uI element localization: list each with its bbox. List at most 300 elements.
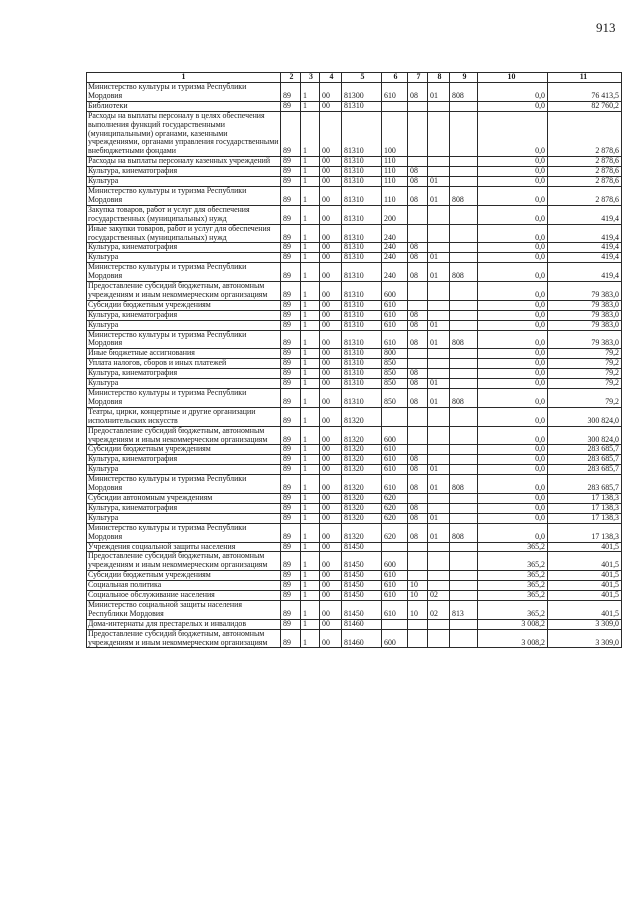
table-cell: 1 [301,465,320,475]
table-cell: 81310 [342,224,382,243]
table-cell: 79,2 [548,389,622,408]
table-row [87,101,622,111]
table-row [87,445,622,455]
table-cell: 0,0 [478,330,548,349]
table-cell: 00 [320,426,342,445]
table-cell: 1 [301,300,320,310]
table-cell: 08 [408,310,428,320]
table-cell: 08 [408,243,428,253]
table-cell: 00 [320,320,342,330]
table-cell: 00 [320,475,342,494]
row-description-cell: Расходы на выплаты персоналу казенных учреждений [87,157,281,167]
table-cell: 01 [428,523,450,542]
table-cell: 1 [301,523,320,542]
table-cell [450,513,478,523]
table-cell: 79 383,0 [548,320,622,330]
table-cell [428,101,450,111]
table-cell: 08 [408,320,428,330]
table-cell [408,619,428,629]
table-cell: 00 [320,349,342,359]
table-cell: 1 [301,552,320,571]
table-cell [450,101,478,111]
table-cell: 89 [281,523,301,542]
table-row [87,475,622,494]
table-cell: 00 [320,330,342,349]
table-cell: 813 [450,600,478,619]
table-cell: 79,2 [548,379,622,389]
row-description-cell: Предоставление субсидий бюджетным, автономным учреждениям и иным некоммерческим организациям [87,282,281,301]
table-cell: 89 [281,581,301,591]
table-cell: 81450 [342,581,382,591]
table-cell: 620 [382,513,408,523]
table-cell [428,359,450,369]
table-cell: 81310 [342,369,382,379]
table-cell: 110 [382,157,408,167]
table-row [87,542,622,552]
table-cell: 81310 [342,282,382,301]
table-cell [408,224,428,243]
table-cell: 610 [382,300,408,310]
table-cell: 300 824,0 [548,407,622,426]
table-cell: 08 [408,513,428,523]
table-cell: 283 685,7 [548,475,622,494]
column-header: 5 [342,73,382,83]
table-cell: 81310 [342,389,382,408]
table-cell: 2 878,6 [548,186,622,205]
table-cell: 283 685,7 [548,465,622,475]
table-cell: 79,2 [548,369,622,379]
table-cell: 81450 [342,591,382,601]
table-cell: 0,0 [478,167,548,177]
table-cell [428,571,450,581]
table-cell: 00 [320,591,342,601]
column-header: 6 [382,73,408,83]
table-cell: 89 [281,379,301,389]
table-cell: 00 [320,157,342,167]
table-cell: 89 [281,349,301,359]
table-cell: 00 [320,571,342,581]
table-cell: 1 [301,157,320,167]
table-cell: 401,5 [548,600,622,619]
table-cell: 81320 [342,475,382,494]
table-row [87,426,622,445]
table-cell [428,157,450,167]
table-cell: 01 [428,513,450,523]
table-row [87,359,622,369]
table-row [87,571,622,581]
table-cell: 81320 [342,513,382,523]
table-cell: 0,0 [478,349,548,359]
table-row [87,379,622,389]
table-row [87,157,622,167]
table-row [87,465,622,475]
table-cell: 79,2 [548,359,622,369]
table-cell: 81310 [342,253,382,263]
table-cell: 08 [408,177,428,187]
table-cell: 81320 [342,426,382,445]
table-cell: 1 [301,186,320,205]
table-cell: 1 [301,379,320,389]
table-cell [382,619,408,629]
table-cell: 1 [301,600,320,619]
row-description-cell: Культура [87,465,281,475]
table-row [87,83,622,102]
table-cell: 1 [301,205,320,224]
table-cell [428,629,450,648]
table-cell: 81320 [342,445,382,455]
table-cell: 300 824,0 [548,426,622,445]
table-cell: 610 [382,591,408,601]
table-cell [428,542,450,552]
table-cell [408,445,428,455]
table-cell: 0,0 [478,186,548,205]
table-cell: 283 685,7 [548,455,622,465]
table-cell: 0,0 [478,224,548,243]
table-cell: 89 [281,542,301,552]
table-cell: 81310 [342,320,382,330]
table-cell [408,629,428,648]
table-row [87,177,622,187]
table-cell: 1 [301,83,320,102]
table-cell: 0,0 [478,503,548,513]
table-cell: 81310 [342,349,382,359]
table-cell [450,177,478,187]
row-description-cell: Предоставление субсидий бюджетным, автономным учреждениям и иным некоммерческим организациям [87,426,281,445]
table-header-row [87,73,622,83]
table-cell: 17 138,3 [548,493,622,503]
table-cell: 0,0 [478,455,548,465]
table-cell: 850 [382,389,408,408]
table-cell: 89 [281,224,301,243]
table-cell: 81320 [342,407,382,426]
table-cell: 10 [408,581,428,591]
table-cell: 0,0 [478,111,548,157]
row-description-cell: Культура [87,379,281,389]
table-cell: 240 [382,224,408,243]
table-cell: 00 [320,619,342,629]
table-cell: 00 [320,359,342,369]
table-cell: 00 [320,493,342,503]
table-cell: 79,2 [548,349,622,359]
table-cell: 1 [301,581,320,591]
table-cell: 89 [281,282,301,301]
table-cell [428,224,450,243]
table-cell: 89 [281,571,301,581]
table-cell: 365,2 [478,600,548,619]
table-cell [450,571,478,581]
table-row [87,243,622,253]
table-cell: 00 [320,552,342,571]
row-description-cell: Социальное обслуживание населения [87,591,281,601]
table-row [87,111,622,157]
row-description-cell: Иные закупки товаров, работ и услуг для обеспечения государственных (муниципальных) нужд [87,224,281,243]
table-cell: 00 [320,310,342,320]
table-cell: 89 [281,513,301,523]
table-cell: 01 [428,465,450,475]
table-row [87,600,622,619]
row-description-cell: Министерство культуры и туризма Республики Мордовия [87,389,281,408]
table-cell: 401,5 [548,581,622,591]
table-cell: 0,0 [478,426,548,445]
table-row [87,369,622,379]
table-cell: 3 008,2 [478,629,548,648]
table-cell: 240 [382,263,408,282]
table-cell [450,320,478,330]
table-cell: 2 878,6 [548,177,622,187]
table-cell: 01 [428,83,450,102]
table-cell [428,619,450,629]
table-cell: 610 [382,571,408,581]
table-cell: 365,2 [478,591,548,601]
table-cell: 1 [301,503,320,513]
row-description-cell: Субсидии бюджетным учреждениям [87,300,281,310]
table-cell: 00 [320,503,342,513]
table-cell: 1 [301,359,320,369]
table-cell: 240 [382,253,408,263]
table-cell: 1 [301,389,320,408]
table-row [87,263,622,282]
table-cell [450,445,478,455]
table-cell: 81310 [342,379,382,389]
table-cell: 401,5 [548,542,622,552]
table-cell: 1 [301,513,320,523]
row-description-cell: Министерство социальной защиты населения Республики Мордовия [87,600,281,619]
table-cell: 81320 [342,455,382,465]
table-cell: 00 [320,177,342,187]
table-cell: 89 [281,389,301,408]
table-cell: 08 [408,83,428,102]
table-cell: 00 [320,186,342,205]
table-row [87,455,622,465]
table-cell: 08 [408,455,428,465]
table-cell [408,552,428,571]
table-cell: 00 [320,407,342,426]
table-cell: 81320 [342,523,382,542]
table-cell: 89 [281,445,301,455]
table-cell: 401,5 [548,571,622,581]
table-cell: 419,4 [548,253,622,263]
table-cell: 1 [301,629,320,648]
table-cell: 89 [281,475,301,494]
table-row [87,330,622,349]
table-cell: 89 [281,111,301,157]
table-cell: 365,2 [478,571,548,581]
table-cell: 81310 [342,205,382,224]
table-cell: 89 [281,600,301,619]
table-cell: 89 [281,455,301,465]
table-row [87,320,622,330]
table-cell: 850 [382,369,408,379]
table-cell [450,205,478,224]
table-cell: 02 [428,600,450,619]
table-cell: 82 760,2 [548,101,622,111]
table-cell: 419,4 [548,243,622,253]
table-cell: 610 [382,320,408,330]
table-cell [450,243,478,253]
table-cell: 0,0 [478,157,548,167]
table-cell: 0,0 [478,523,548,542]
table-cell: 89 [281,619,301,629]
table-cell [382,542,408,552]
table-cell: 1 [301,591,320,601]
table-cell [450,455,478,465]
row-description-cell: Министерство культуры и туризма Республики Мордовия [87,263,281,282]
table-cell: 00 [320,445,342,455]
table-cell: 600 [382,426,408,445]
table-cell: 1 [301,111,320,157]
table-cell [408,205,428,224]
table-cell: 1 [301,253,320,263]
table-cell [450,349,478,359]
table-cell: 81310 [342,300,382,310]
row-description-cell: Предоставление субсидий бюджетным, автономным учреждениям и иным некоммерческим организациям [87,552,281,571]
table-cell: 610 [382,330,408,349]
table-cell: 89 [281,310,301,320]
table-cell: 365,2 [478,552,548,571]
table-cell: 610 [382,581,408,591]
table-cell: 00 [320,513,342,523]
table-cell: 0,0 [478,205,548,224]
table-cell: 1 [301,542,320,552]
table-cell: 08 [408,330,428,349]
table-cell: 08 [408,389,428,408]
table-row [87,282,622,301]
table-row [87,349,622,359]
column-header: 10 [478,73,548,83]
table-cell: 610 [382,310,408,320]
table-cell: 01 [428,253,450,263]
table-cell: 1 [301,243,320,253]
table-cell: 620 [382,503,408,513]
table-cell: 00 [320,83,342,102]
table-cell: 365,2 [478,542,548,552]
table-cell [428,369,450,379]
table-cell: 0,0 [478,310,548,320]
row-description-cell: Субсидии бюджетным учреждениям [87,571,281,581]
table-cell: 3 008,2 [478,619,548,629]
table-cell: 808 [450,186,478,205]
table-cell: 81310 [342,186,382,205]
table-cell: 0,0 [478,300,548,310]
table-cell: 17 138,3 [548,523,622,542]
table-row [87,167,622,177]
row-description-cell: Культура [87,177,281,187]
table-cell: 00 [320,263,342,282]
table-cell: 81460 [342,629,382,648]
table-cell [450,542,478,552]
table-cell: 2 878,6 [548,157,622,167]
table-cell: 89 [281,426,301,445]
table-cell [450,465,478,475]
row-description-cell: Субсидии автономным учреждениям [87,493,281,503]
table-cell [450,552,478,571]
table-cell: 600 [382,282,408,301]
table-cell: 89 [281,263,301,282]
table-cell: 81310 [342,310,382,320]
table-row [87,300,622,310]
row-description-cell: Культура, кинематография [87,503,281,513]
table-cell: 81310 [342,177,382,187]
row-description-cell: Министерство культуры и туризма Республики Мордовия [87,83,281,102]
table-cell [428,493,450,503]
table-cell [428,426,450,445]
table-cell: 17 138,3 [548,513,622,523]
row-description-cell: Культура [87,253,281,263]
table-cell: 81310 [342,157,382,167]
table-cell: 81320 [342,503,382,513]
row-description-cell: Культура, кинематография [87,455,281,465]
column-header: 8 [428,73,450,83]
table-cell [428,282,450,301]
table-row [87,629,622,648]
table-cell: 00 [320,253,342,263]
row-description-cell: Уплата налогов, сборов и иных платежей [87,359,281,369]
row-description-cell: Дома-интернаты для престарелых и инвалидов [87,619,281,629]
table-cell: 81450 [342,571,382,581]
table-cell: 0,0 [478,389,548,408]
table-cell: 01 [428,186,450,205]
table-cell: 0,0 [478,282,548,301]
table-cell: 79 383,0 [548,282,622,301]
table-cell [408,300,428,310]
table-cell [450,300,478,310]
table-cell: 1 [301,455,320,465]
table-cell: 89 [281,591,301,601]
table-cell: 01 [428,177,450,187]
table-cell: 10 [408,591,428,601]
table-cell: 1 [301,282,320,301]
table-cell [428,167,450,177]
table-cell: 240 [382,243,408,253]
table-cell: 401,5 [548,591,622,601]
table-row [87,224,622,243]
table-cell: 89 [281,629,301,648]
table-cell: 600 [382,629,408,648]
table-cell: 81460 [342,619,382,629]
table-cell: 1 [301,177,320,187]
table-cell [408,571,428,581]
table-cell: 89 [281,407,301,426]
table-cell: 0,0 [478,475,548,494]
table-cell: 00 [320,224,342,243]
row-description-cell: Учреждения социальной защиты населения [87,542,281,552]
table-cell: 01 [428,320,450,330]
table-cell: 1 [301,369,320,379]
table-row [87,310,622,320]
table-cell: 1 [301,320,320,330]
table-cell [450,359,478,369]
table-cell: 00 [320,389,342,408]
table-cell: 08 [408,503,428,513]
table-cell: 89 [281,101,301,111]
table-cell [408,282,428,301]
table-cell [450,426,478,445]
table-cell: 81310 [342,263,382,282]
table-cell: 79 383,0 [548,330,622,349]
table-cell: 365,2 [478,581,548,591]
table-cell: 08 [408,186,428,205]
table-cell: 800 [382,349,408,359]
table-cell: 620 [382,523,408,542]
table-cell: 00 [320,369,342,379]
table-cell: 89 [281,320,301,330]
table-row [87,513,622,523]
table-cell: 81310 [342,167,382,177]
table-cell: 808 [450,523,478,542]
table-cell: 00 [320,455,342,465]
table-cell: 3 309,0 [548,619,622,629]
table-cell: 79 383,0 [548,300,622,310]
